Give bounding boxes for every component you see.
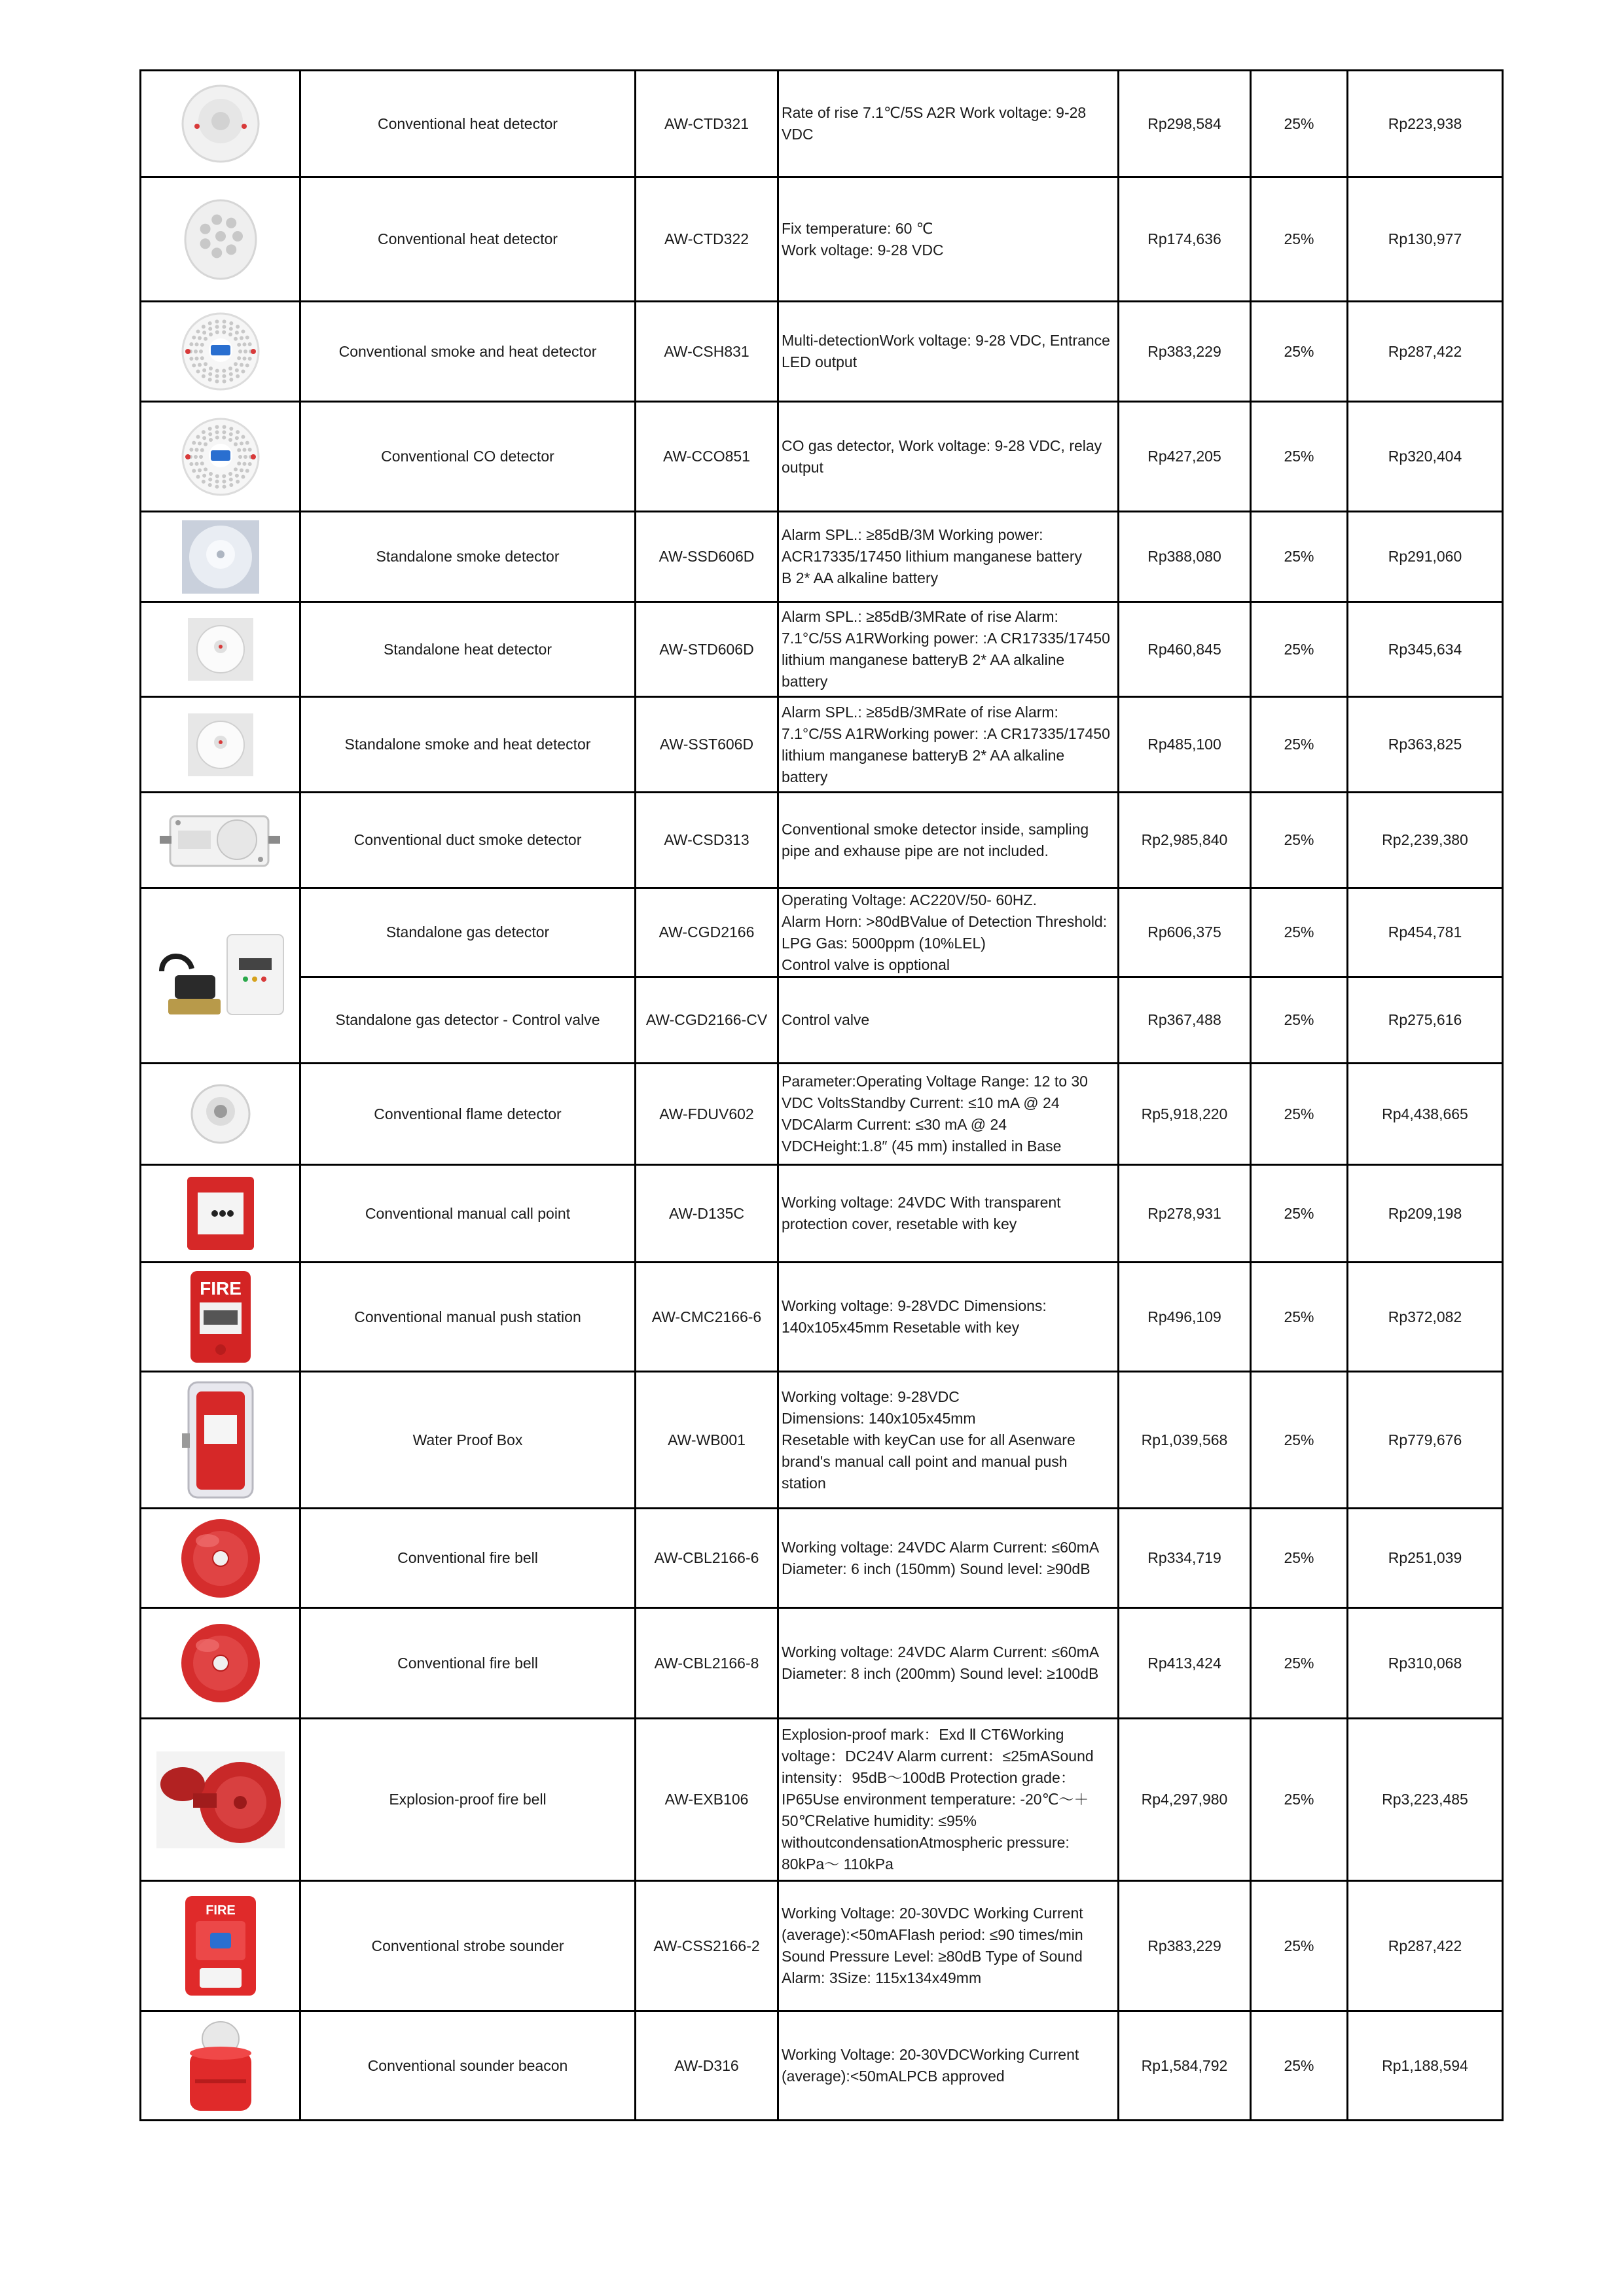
list-price: Rp1,584,792 [1119, 2011, 1251, 2121]
table-row [141, 1608, 1503, 1719]
list-price: Rp2,985,840 [1119, 793, 1251, 888]
product-image-cell [141, 1263, 300, 1372]
net-price: Rp310,068 [1348, 1608, 1503, 1719]
product-name: Standalone smoke detector [300, 512, 636, 602]
product-image-cell [141, 1608, 300, 1719]
net-price: Rp454,781 [1348, 888, 1503, 977]
product-description: Conventional smoke detector inside, sampling pipe and exhause pipe are not included. [778, 793, 1119, 888]
table-row [141, 1064, 1503, 1165]
product-name: Standalone smoke and heat detector [300, 697, 636, 793]
product-name: Conventional duct smoke detector [300, 793, 636, 888]
model-number: AW-CSH831 [636, 302, 778, 402]
net-price: Rp779,676 [1348, 1372, 1503, 1509]
fire-bell-icon [178, 1621, 263, 1706]
list-price: Rp174,636 [1119, 177, 1251, 302]
list-price: Rp334,719 [1119, 1509, 1251, 1608]
discount: 25% [1251, 71, 1348, 177]
product-image-cell [141, 1509, 300, 1608]
table-row [141, 1881, 1503, 2011]
product-name: Explosion-proof fire bell [300, 1719, 636, 1881]
price-table-body [141, 71, 1503, 2121]
list-price: Rp1,039,568 [1119, 1372, 1251, 1509]
product-description: Working voltage: 24VDC Alarm Current: ≤60mA Diameter: 6 inch (150mm) Sound level: ≥90dB [778, 1509, 1119, 1608]
round-heat-detector-icon [180, 83, 261, 164]
net-price: Rp209,198 [1348, 1165, 1503, 1263]
discount: 25% [1251, 697, 1348, 793]
product-image-cell [141, 1719, 300, 1881]
table-row [141, 977, 1503, 1064]
product-name: Conventional manual call point [300, 1165, 636, 1263]
smoke-heat-detector-icon [180, 311, 261, 392]
table-row [141, 402, 1503, 512]
product-image-cell [141, 793, 300, 888]
list-price: Rp388,080 [1119, 512, 1251, 602]
discount: 25% [1251, 1263, 1348, 1372]
discount: 25% [1251, 1509, 1348, 1608]
model-number: AW-CTD321 [636, 71, 778, 177]
discount: 25% [1251, 1165, 1348, 1263]
gas-detector-valve-icon [155, 927, 286, 1025]
product-image-cell [141, 1165, 300, 1263]
model-number: AW-SST606D [636, 697, 778, 793]
list-price: Rp460,845 [1119, 602, 1251, 697]
product-description: Working voltage: 24VDC Alarm Current: ≤60mA Diameter: 8 inch (200mm) Sound level: ≥100dB [778, 1608, 1119, 1719]
model-number: AW-STD606D [636, 602, 778, 697]
table-row [141, 602, 1503, 697]
standalone-smoke-heat-detector-icon [188, 713, 253, 776]
strobe-sounder-icon [184, 1895, 257, 1997]
model-number: AW-CTD322 [636, 177, 778, 302]
table-row [141, 888, 1503, 977]
model-number: AW-CGD2166-CV [636, 977, 778, 1064]
model-number: AW-CCO851 [636, 402, 778, 512]
fire-bell-icon [178, 1516, 263, 1601]
product-image-cell [141, 697, 300, 793]
product-name: Standalone gas detector [300, 888, 636, 977]
product-description: Alarm SPL.: ≥85dB/3MRate of rise Alarm: 7.1°C/5S A1RWorking power: :A CR17335/17450 lithium manganese batteryB 2* AA alkaline battery [778, 697, 1119, 793]
water-proof-box-icon [182, 1380, 259, 1500]
model-number: AW-D135C [636, 1165, 778, 1263]
table-row [141, 512, 1503, 602]
model-number: AW-CSD313 [636, 793, 778, 888]
discount: 25% [1251, 793, 1348, 888]
product-description: Control valve [778, 977, 1119, 1064]
product-name: Conventional CO detector [300, 402, 636, 512]
product-name: Conventional sounder beacon [300, 2011, 636, 2121]
product-description: Alarm SPL.: ≥85dB/3M Working power: ACR17335/17450 lithium manganese battery B 2* AA alkaline battery [778, 512, 1119, 602]
product-name: Standalone heat detector [300, 602, 636, 697]
product-image-cell [141, 2011, 300, 2121]
list-price: Rp367,488 [1119, 977, 1251, 1064]
model-number: AW-EXB106 [636, 1719, 778, 1881]
model-number: AW-CMC2166-6 [636, 1263, 778, 1372]
list-price: Rp5,918,220 [1119, 1064, 1251, 1165]
product-description: CO gas detector, Work voltage: 9-28 VDC, relay output [778, 402, 1119, 512]
product-description: Working Voltage: 20-30VDCWorking Current (average):<50mALPCB approved [778, 2011, 1119, 2121]
net-price: Rp130,977 [1348, 177, 1503, 302]
net-price: Rp251,039 [1348, 1509, 1503, 1608]
product-name: Conventional manual push station [300, 1263, 636, 1372]
net-price: Rp363,825 [1348, 697, 1503, 793]
discount: 25% [1251, 302, 1348, 402]
fire-label: FIRE [199, 1278, 242, 1299]
fire-label: FIRE [205, 1903, 236, 1918]
product-image-cell [141, 1064, 300, 1165]
explosion-proof-bell-icon [156, 1751, 285, 1848]
flame-detector-icon [188, 1080, 253, 1148]
model-number: AW-WB001 [636, 1372, 778, 1509]
discount: 25% [1251, 1719, 1348, 1881]
product-description: Multi-detectionWork voltage: 9-28 VDC, Entrance LED output [778, 302, 1119, 402]
net-price: Rp287,422 [1348, 302, 1503, 402]
model-number: AW-CBL2166-8 [636, 1608, 778, 1719]
table-row [141, 1372, 1503, 1509]
table-row [141, 177, 1503, 302]
product-image-cell [141, 1881, 300, 2011]
product-description: Working voltage: 24VDC With transparent protection cover, resetable with key [778, 1165, 1119, 1263]
net-price: Rp345,634 [1348, 602, 1503, 697]
discount: 25% [1251, 177, 1348, 302]
discount: 25% [1251, 402, 1348, 512]
net-price: Rp1,188,594 [1348, 2011, 1503, 2121]
fixed-heat-detector-icon [181, 197, 260, 282]
model-number: AW-D316 [636, 2011, 778, 2121]
discount: 25% [1251, 512, 1348, 602]
product-name: Water Proof Box [300, 1372, 636, 1509]
list-price: Rp496,109 [1119, 1263, 1251, 1372]
product-description: Working voltage: 9-28VDC Dimensions: 140x105x45mm Resetable with keyCan use for all Asenware brand's manual call point and manual push station [778, 1372, 1119, 1509]
product-name: Standalone gas detector - Control valve [300, 977, 636, 1064]
product-description: Working voltage: 9-28VDC Dimensions: 140x105x45mm Resetable with key [778, 1263, 1119, 1372]
list-price: Rp4,297,980 [1119, 1719, 1251, 1881]
product-description: Parameter:Operating Voltage Range: 12 to 30 VDC VoltsStandby Current: ≤10 mA @ 24 VDCAlarm Current: ≤30 mA @ 24 VDCHeight:1.8″ (45 mm) installed in Base [778, 1064, 1119, 1165]
product-name: Conventional heat detector [300, 177, 636, 302]
sounder-beacon-icon [185, 2017, 257, 2115]
table-row [141, 71, 1503, 177]
product-image-cell [141, 512, 300, 602]
table-row [141, 2011, 1503, 2121]
net-price: Rp3,223,485 [1348, 1719, 1503, 1881]
product-image-cell [141, 888, 300, 1064]
net-price: Rp223,938 [1348, 71, 1503, 177]
list-price: Rp383,229 [1119, 302, 1251, 402]
table-row [141, 1165, 1503, 1263]
table-row [141, 1509, 1503, 1608]
table-row [141, 1263, 1503, 1372]
fire-push-station-icon [189, 1270, 252, 1364]
discount: 25% [1251, 2011, 1348, 2121]
list-price: Rp298,584 [1119, 71, 1251, 177]
product-description: Explosion-proof mark：Exd Ⅱ CT6Working voltage：DC24V Alarm current：≤25mASound intensity：95dB～100dB Protection grade：IP65Use environment temperature: -20℃～＋50℃Relative humidity: ≤95% withoutcondensationAtmospheric pressure: 80kPa～ 110kPa [778, 1719, 1119, 1881]
price-table [139, 69, 1504, 2121]
duct-smoke-detector-icon [158, 802, 283, 879]
product-description: Fix temperature: 60 ℃ Work voltage: 9-28 VDC [778, 177, 1119, 302]
list-price: Rp278,931 [1119, 1165, 1251, 1263]
discount: 25% [1251, 1881, 1348, 2011]
table-row [141, 1719, 1503, 1881]
table-row [141, 302, 1503, 402]
product-description: Operating Voltage: AC220V/50- 60HZ. Alarm Horn: >80dBValue of Detection Threshold: LPG Gas: 5000ppm (10%LEL) Control valve is opptional [778, 888, 1119, 977]
standalone-heat-detector-icon [188, 618, 253, 681]
net-price: Rp4,438,665 [1348, 1064, 1503, 1165]
product-name: Conventional fire bell [300, 1608, 636, 1719]
discount: 25% [1251, 977, 1348, 1064]
discount: 25% [1251, 602, 1348, 697]
discount: 25% [1251, 1372, 1348, 1509]
product-image-cell [141, 302, 300, 402]
model-number: AW-CSS2166-2 [636, 1881, 778, 2011]
discount: 25% [1251, 888, 1348, 977]
product-name: Conventional strobe sounder [300, 1881, 636, 2011]
model-number: AW-CGD2166 [636, 888, 778, 977]
product-name: Conventional smoke and heat detector [300, 302, 636, 402]
net-price: Rp291,060 [1348, 512, 1503, 602]
table-row [141, 697, 1503, 793]
net-price: Rp2,239,380 [1348, 793, 1503, 888]
product-description: Working Voltage: 20-30VDC Working Current (average):<50mAFlash period: ≤90 times/min Sound Pressure Level: ≥80dB Type of Sound Alarm: 3Size: 115x134x49mm [778, 1881, 1119, 2011]
product-name: Conventional heat detector [300, 71, 636, 177]
product-image-cell [141, 402, 300, 512]
model-number: AW-FDUV602 [636, 1064, 778, 1165]
product-description: Rate of rise 7.1℃/5S A2R Work voltage: 9-28 VDC [778, 71, 1119, 177]
net-price: Rp275,616 [1348, 977, 1503, 1064]
table-row [141, 793, 1503, 888]
manual-call-point-icon [186, 1175, 255, 1251]
list-price: Rp413,424 [1119, 1608, 1251, 1719]
net-price: Rp287,422 [1348, 1881, 1503, 2011]
model-number: AW-CBL2166-6 [636, 1509, 778, 1608]
model-number: AW-SSD606D [636, 512, 778, 602]
product-image-cell [141, 1372, 300, 1509]
product-image-cell [141, 602, 300, 697]
product-image-cell [141, 177, 300, 302]
list-price: Rp427,205 [1119, 402, 1251, 512]
discount: 25% [1251, 1608, 1348, 1719]
list-price: Rp485,100 [1119, 697, 1251, 793]
product-name: Conventional flame detector [300, 1064, 636, 1165]
product-name: Conventional fire bell [300, 1509, 636, 1608]
product-image-cell [141, 71, 300, 177]
list-price: Rp383,229 [1119, 1881, 1251, 2011]
net-price: Rp372,082 [1348, 1263, 1503, 1372]
product-description: Alarm SPL.: ≥85dB/3MRate of rise Alarm: 7.1°C/5S A1RWorking power: :A CR17335/17450 lithium manganese batteryB 2* AA alkaline battery [778, 602, 1119, 697]
list-price: Rp606,375 [1119, 888, 1251, 977]
standalone-smoke-detector-icon [182, 520, 259, 594]
net-price: Rp320,404 [1348, 402, 1503, 512]
co-detector-icon [180, 416, 261, 497]
discount: 25% [1251, 1064, 1348, 1165]
